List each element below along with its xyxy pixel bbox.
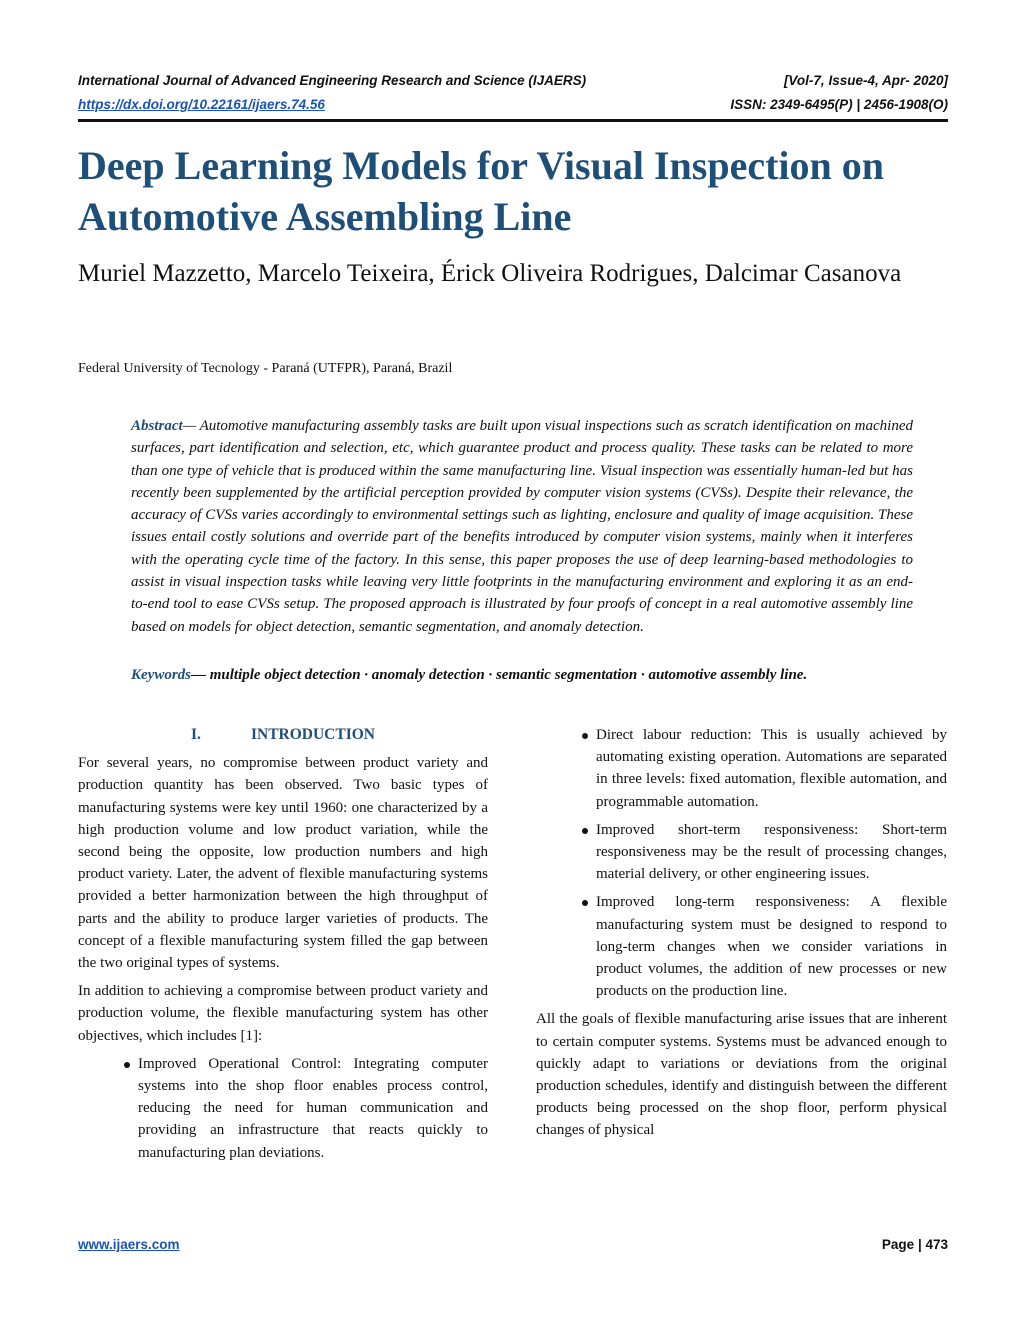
abstract-label: Abstract xyxy=(131,418,183,434)
journal-website-link[interactable]: www.ijaers.com xyxy=(78,1237,180,1252)
list-item-text: Improved short-term responsiveness: Short-term responsiveness may be the result of processing changes, material delivery, or other engineering issues. xyxy=(596,821,947,883)
abstract xyxy=(131,415,913,638)
author-list: Muriel Mazzetto, Marcelo Teixeira, Érick Oliveira Rodrigues, Dalcimar Casanova xyxy=(78,260,902,287)
abstract-dash: — xyxy=(182,418,197,434)
list-item-text: Improved long-term responsiveness: A flexible manufacturing system must be designed to respond to long-term changes when we consider variations in product volumes, the addition of new processes or new products on the production line. xyxy=(596,894,947,1000)
header-rule xyxy=(78,119,948,122)
abstract-text: Automotive manufacturing assembly tasks are built upon visual inspections such as scratch identification on machined surfaces, part identification and selection, etc, which guarantee product and process quality. These tasks can be related to more than one type of vehicle that is produced within the same manufacturing line. Visual inspection was essentially human-led but has recently been supplemented by the artificial perception provided by computer vision systems (CVSs). Despite their relevance, the accuracy of CVSs varies accordingly to environmental settings such as lighting, enclosure and quality of image acquisition. These issues entail costly solutions and override part of the benefits introduced by computer vision systems, mainly when it interferes with the operating cycle time of the factory. In this sense, this paper proposes the use of deep learning-based methodologies to assist in visual inspection tasks while leaving very little footprints in the manufacturing environment and exploring it as an end-to-end tool to ease CVSs setup. The proposed approach is illustrated by four proofs of concept in a real automotive assembly line based on models for object detection, semantic segmentation, and anomaly detection. xyxy=(131,418,913,635)
list-item xyxy=(596,891,947,1002)
paper-title: Deep Learning Models for Visual Inspection on Automotive Assembling Line xyxy=(78,143,884,239)
bullet-icon xyxy=(582,828,588,834)
objectives-list-right xyxy=(596,724,947,1002)
intro-paragraph-2: In addition to achieving a compromise between product variety and production volume, the flexible manufacturing system has other objectives, which includes [1]: xyxy=(78,983,488,1044)
keywords-label: Keywords xyxy=(131,667,191,683)
section-title: INTRODUCTION xyxy=(250,726,375,743)
keywords-text: — multiple object detection · anomaly detection · semantic segmentation · automotive assembly line. xyxy=(191,667,808,683)
bullet-icon xyxy=(582,900,588,906)
issn-info: ISSN: 2349-6495(P) | 2456-1908(O) xyxy=(730,97,948,112)
page-number: Page | 473 xyxy=(881,1237,948,1252)
list-item xyxy=(596,724,947,813)
list-item xyxy=(138,1053,488,1164)
right-column xyxy=(536,724,947,1148)
intro-paragraph-3: All the goals of flexible manufacturing arise issues that are inherent to certain computer systems. Systems must be advanced enough to quickly adapt to variations or deviations from the original production schedules, identify and distinguish between the different products being processed on the shop floor, perform physical changes of physical xyxy=(536,1011,947,1139)
list-item-text: Direct labour reduction: This is usually achieved by automating existing operation. Automations are separated in three levels: fixed automation, flexible automation, and programmable automation. xyxy=(596,727,947,810)
keywords xyxy=(131,667,913,684)
left-column xyxy=(78,724,488,1170)
volume-info: [Vol-7, Issue-4, Apr- 2020] xyxy=(783,73,948,88)
bullet-icon xyxy=(582,733,588,739)
section-number: I. xyxy=(190,726,201,743)
journal-name: International Journal of Advanced Engineering Research and Science (IJAERS) xyxy=(78,73,587,88)
affiliation: Federal University of Tecnology - Paraná (UTFPR), Paraná, Brazil xyxy=(78,361,453,376)
bullet-icon xyxy=(124,1062,130,1068)
intro-paragraph-1: For several years, no compromise between product variety and production quantity has been observed. Two basic types of manufacturing systems were key until 1960: one characterized by a high production volume and low product variation, while the second being the opposite, low production numbers and high product variety. Later, the advent of flexible manufacturing systems provided a better harmonization between the high throughput of parts and the ability to produce larger varieties of products. The concept of a flexible manufacturing system filled the gap between the two original types of systems. xyxy=(78,755,488,972)
objectives-list-left xyxy=(138,1053,488,1164)
doi-link[interactable]: https://dx.doi.org/10.22161/ijaers.74.56 xyxy=(78,97,325,112)
list-item xyxy=(596,819,947,886)
section-heading xyxy=(78,724,488,746)
list-item-text: Improved Operational Control: Integrating computer systems into the shop floor enables process control, reducing the need for human communication and providing an infrastructure that reacts quickly to manufacturing plan deviations. xyxy=(138,1055,488,1161)
